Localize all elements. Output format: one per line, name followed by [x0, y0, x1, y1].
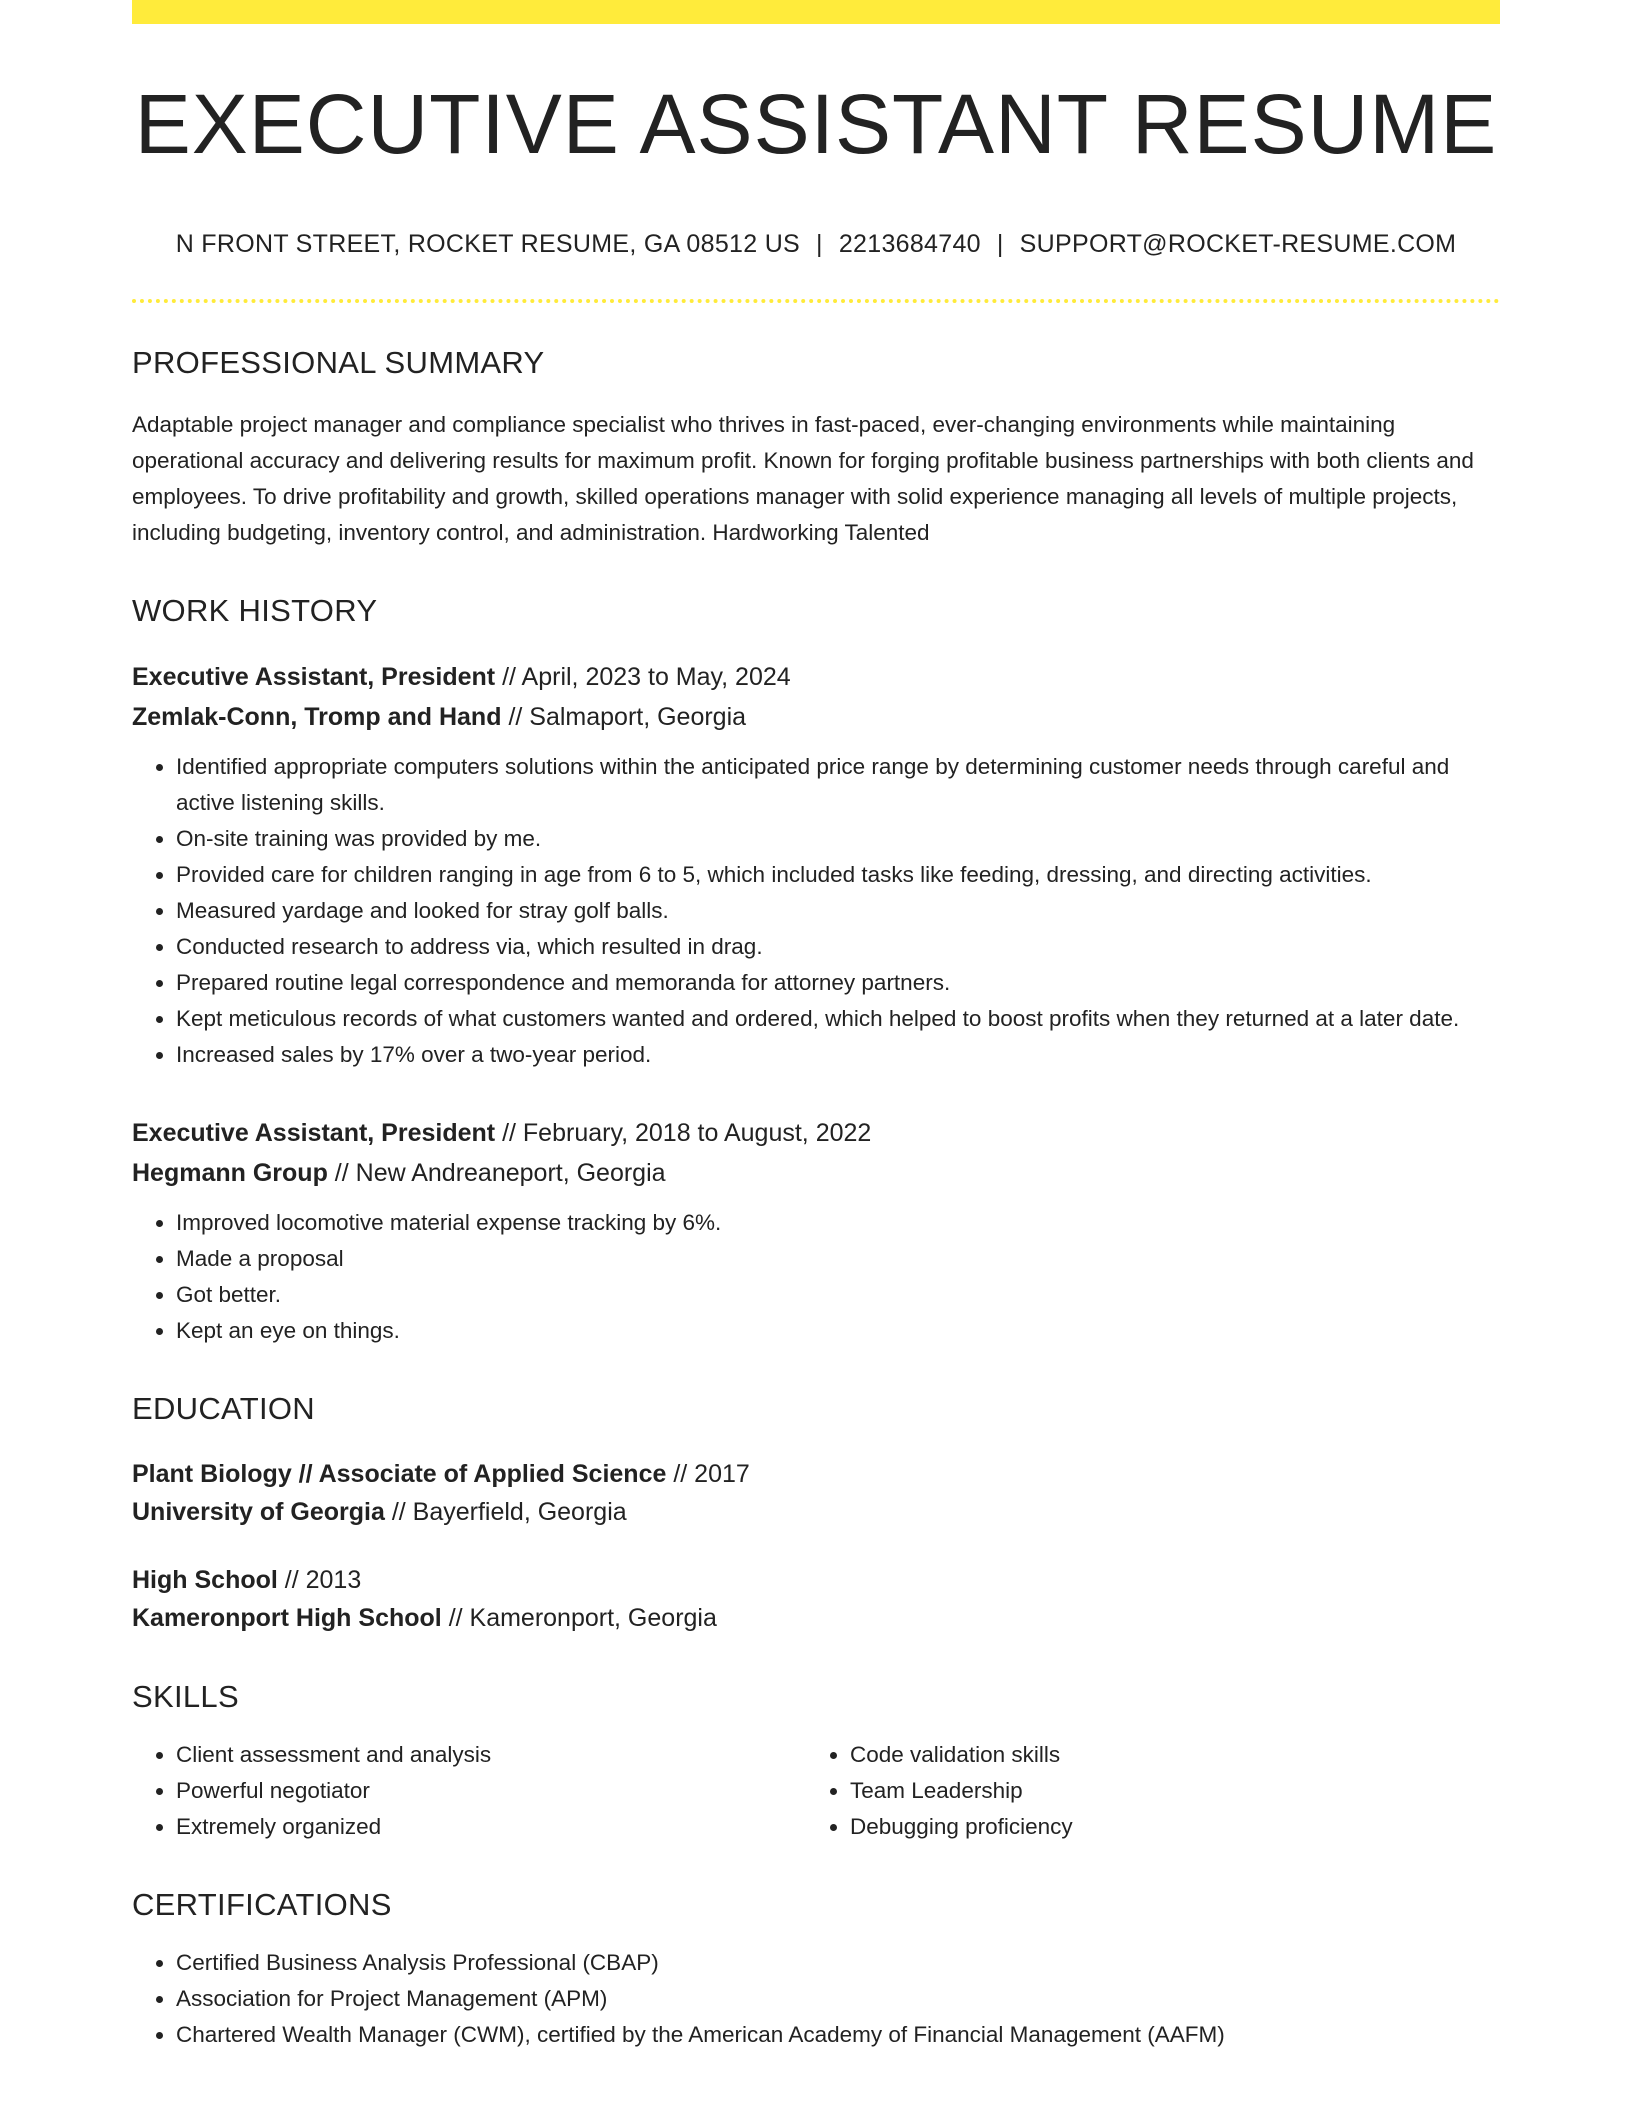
resume-page: [132, 0, 1500, 2053]
education-entry: [132, 1561, 1500, 1637]
skills-columns: [132, 1737, 1500, 1845]
list-item: • Powerful negotiator: [176, 1773, 806, 1809]
section-heading-certifications: CERTIFICATIONS: [132, 1887, 392, 1922]
job-title: Executive Assistant, President: [132, 1119, 496, 1147]
education-location: // Bayerfield, Georgia: [391, 1498, 627, 1526]
list-item: • Provided care for children ranging in age from 6 to 5, which included tasks like feeding, dressing, and directing activities.: [176, 857, 1500, 893]
list-item: • Client assessment and analysis: [176, 1737, 806, 1773]
job-company-line: [132, 1153, 1500, 1193]
contact-separator: |: [816, 230, 823, 258]
list-item: • Extremely organized: [176, 1809, 806, 1845]
list-item: • Made a proposal: [176, 1241, 1500, 1277]
skills-list-right: [806, 1737, 1480, 1845]
education-location: // Kameronport, Georgia: [448, 1604, 717, 1632]
skills-list-left: [132, 1737, 806, 1845]
contact-separator: |: [996, 230, 1004, 258]
job-location: // Salmaport, Georgia: [508, 703, 747, 731]
job-title: Executive Assistant, President: [132, 663, 496, 691]
education-year: // 2017: [673, 1460, 750, 1488]
section-heading-education: EDUCATION: [132, 1391, 315, 1426]
list-item: • Chartered Wealth Manager (CWM), certified by the American Academy of Financial Management (AAFM): [176, 2017, 1500, 2053]
list-item: • Increased sales by 17% over a two-year period.: [176, 1037, 1500, 1073]
job-dates: // February, 2018 to August, 2022: [502, 1119, 872, 1147]
education-school: University of Georgia: [132, 1498, 385, 1526]
job-bullets: [132, 1205, 1500, 1349]
section-heading-summary: PROFESSIONAL SUMMARY: [132, 345, 545, 380]
list-item: • Conducted research to address via, which resulted in drag.: [176, 929, 1500, 965]
list-item: • Certified Business Analysis Professional (CBAP): [176, 1945, 1500, 1981]
contact-line: [132, 230, 1500, 259]
job-bullets: [132, 749, 1500, 1073]
job-entry: [132, 1113, 1500, 1349]
education-degree: High School: [132, 1566, 278, 1594]
resume-title: EXECUTIVE ASSISTANT RESUME: [134, 77, 1498, 171]
education-school-line: [132, 1599, 1500, 1637]
education-entry: [132, 1455, 1500, 1531]
list-item: • Identified appropriate computers solutions within the anticipated price range by determining customer needs through careful and active listening skills.: [176, 749, 1500, 821]
contact-email: SUPPORT@ROCKET-RESUME.COM: [1019, 230, 1457, 258]
list-item: • Improved locomotive material expense tracking by 6%.: [176, 1205, 1500, 1241]
list-item: • Kept meticulous records of what customers wanted and ordered, which helped to boost profits when they returned at a later date.: [176, 1001, 1500, 1037]
job-company: Zemlak-Conn, Tromp and Hand: [132, 703, 502, 731]
education-school-line: [132, 1493, 1500, 1531]
list-item: • On-site training was provided by me.: [176, 821, 1500, 857]
list-item: • Code validation skills: [850, 1737, 1480, 1773]
list-item: • Debugging proficiency: [850, 1809, 1480, 1845]
contact-address: N FRONT STREET, ROCKET RESUME, GA 08512 US: [175, 230, 801, 258]
education-year: // 2013: [284, 1566, 362, 1594]
list-item: • Team Leadership: [850, 1773, 1480, 1809]
job-entry: [132, 657, 1500, 1073]
list-item: • Association for Project Management (APM): [176, 1981, 1500, 2017]
job-title-line: [132, 1113, 1500, 1153]
list-item: • Kept an eye on things.: [176, 1313, 1500, 1349]
job-company-line: [132, 697, 1500, 737]
summary-text: Adaptable project manager and compliance specialist who thrives in fast-paced, ever-changing environments while maintaining operational accuracy and delivering results for maximum profit. Known for forging profitable business partnerships with both clients and employees. To drive profitability and growth, skilled operations manager with solid experience managing all levels of multiple projects, including budgeting, inventory control, and administration. Hardworking Talented: [132, 412, 1474, 545]
top-accent-bar: [132, 0, 1500, 24]
section-heading-work-history: WORK HISTORY: [132, 593, 378, 628]
section-heading-skills: SKILLS: [132, 1679, 239, 1714]
job-location: // New Andreaneport, Georgia: [334, 1159, 666, 1187]
list-item: • Got better.: [176, 1277, 1500, 1313]
certifications-list: [132, 1945, 1500, 2053]
contact-phone: 2213684740: [838, 230, 981, 258]
education-degree: Plant Biology // Associate of Applied Science: [132, 1460, 667, 1488]
education-school: Kameronport High School: [132, 1604, 442, 1632]
job-title-line: [132, 657, 1500, 697]
dotted-divider: [132, 299, 1500, 303]
job-company: Hegmann Group: [132, 1159, 328, 1187]
job-dates: // April, 2023 to May, 2024: [502, 663, 791, 691]
education-degree-line: [132, 1455, 1500, 1493]
education-degree-line: [132, 1561, 1500, 1599]
list-item: • Prepared routine legal correspondence and memoranda for attorney partners.: [176, 965, 1500, 1001]
list-item: • Measured yardage and looked for stray golf balls.: [176, 893, 1500, 929]
